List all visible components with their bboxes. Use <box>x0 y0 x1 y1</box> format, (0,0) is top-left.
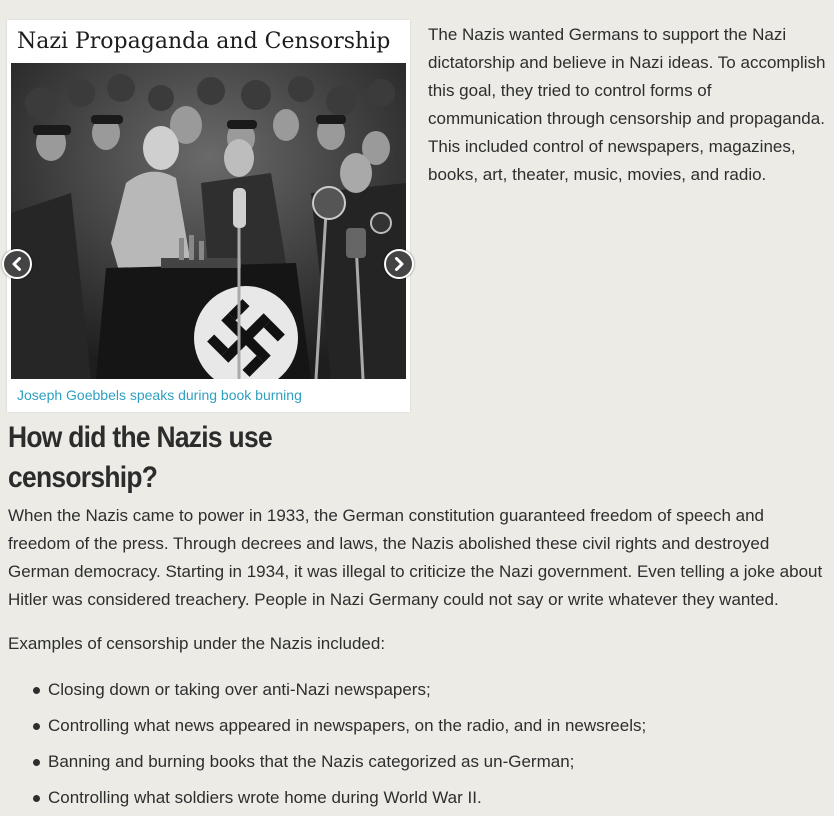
examples-list <box>8 672 826 816</box>
list-item: Controlling what soldiers wrote home during World War II. <box>48 780 826 816</box>
intro-paragraph: The Nazis wanted Germans to support the Nazi dictatorship and believe in Nazi ideas. To accomplish this goal, they tried to control forms of communication through censorship and propaganda. This included control of newspapers, magazines, books, art, theater, music, movies, and radio. <box>428 25 826 184</box>
list-item: Banning and burning books that the Nazis categorized as un-German; <box>48 744 826 780</box>
card-title: Nazi Propaganda and Censorship <box>17 29 391 54</box>
photo-caption: Joseph Goebbels speaks during book burning <box>17 387 302 403</box>
body-paragraph: When the Nazis came to power in 1933, the German constitution guaranteed freedom of speech and freedom of the press. Through decrees and laws, the Nazis abolished these civil rights and destroyed German democracy. Starting in 1934, it was illegal to criticize the Nazi government. Even telling a joke about Hitler was considered treachery. People in Nazi Germany could not say or write whatever they wanted. <box>8 506 823 609</box>
list-item: Controlling what news appeared in newspapers, on the radio, and in newsreels; <box>48 708 826 744</box>
examples-intro: Examples of censorship under the Nazis included: <box>8 634 386 653</box>
section-heading: How did the Nazis use censorship? <box>8 421 272 494</box>
list-item: Closing down or taking over anti-Nazi newspapers; <box>48 672 826 708</box>
